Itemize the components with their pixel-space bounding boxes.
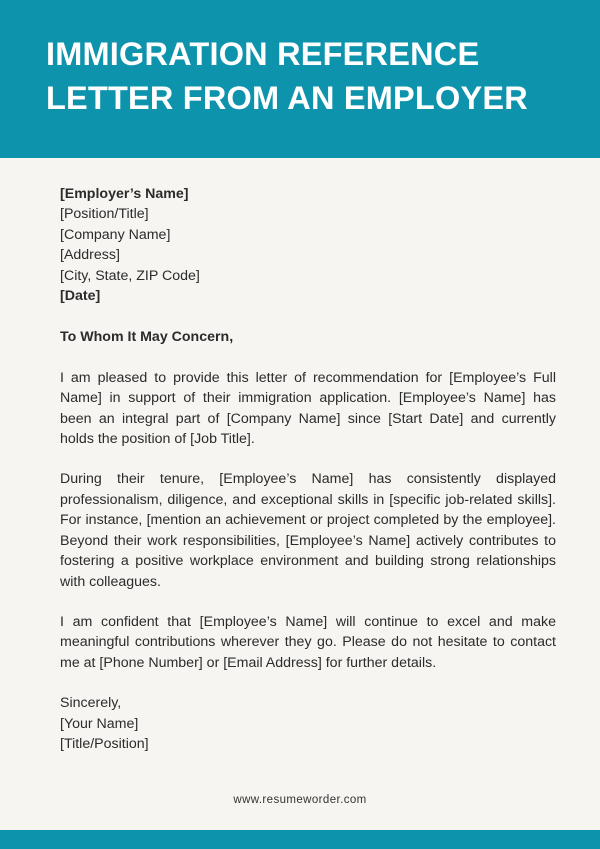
footer-bar [0, 830, 600, 849]
paragraph-intro: I am pleased to provide this letter of recommendation for [Employee’s Full Name] in support of their immigration application. [Employee’s Name] has been an integral part of [Company Name] since [Start Date] and currently holds the position of [Job Title]. [60, 369, 556, 448]
signer-name: [Your Name] [60, 715, 139, 732]
sign-off: Sincerely, [60, 695, 122, 712]
sender-city-state-zip: [City, State, ZIP Code] [60, 267, 200, 284]
header-banner [0, 0, 600, 158]
page-title-line-2: LETTER FROM AN EMPLOYER [46, 80, 528, 116]
sender-company: [Company Name] [60, 226, 171, 243]
page-title-line-1: IMMIGRATION REFERENCE [46, 36, 480, 72]
letter-date: [Date] [60, 288, 101, 305]
signer-title: [Title/Position] [60, 735, 149, 752]
footer-url: www.resumeworder.com [233, 794, 367, 806]
sender-block [60, 184, 556, 306]
salutation: To Whom It May Concern, [60, 329, 234, 346]
page-title [46, 32, 528, 120]
paragraph-confidence: I am confident that [Employee’s Name] will continue to excel and make meaningful contributions wherever they go. Please do not hesitate to contact me at [Phone Number] or [Email Address] for further details. [60, 613, 556, 671]
paragraph-tenure: During their tenure, [Employee’s Name] has consistently displayed professionalism, diligence, and exceptional skills in [specific job-related skills]. For instance, [mention an achievement or project completed by the employee]. Beyond their work responsibilities, [Employee’s Name] actively contributes to fostering a positive workplace environment and building strong relationships with colleagues. [60, 471, 556, 590]
sender-address: [Address] [60, 247, 120, 264]
closing-block [60, 693, 556, 754]
sender-position: [Position/Title] [60, 206, 149, 223]
letter-body [60, 184, 556, 754]
sender-name: [Employer’s Name] [60, 186, 189, 202]
